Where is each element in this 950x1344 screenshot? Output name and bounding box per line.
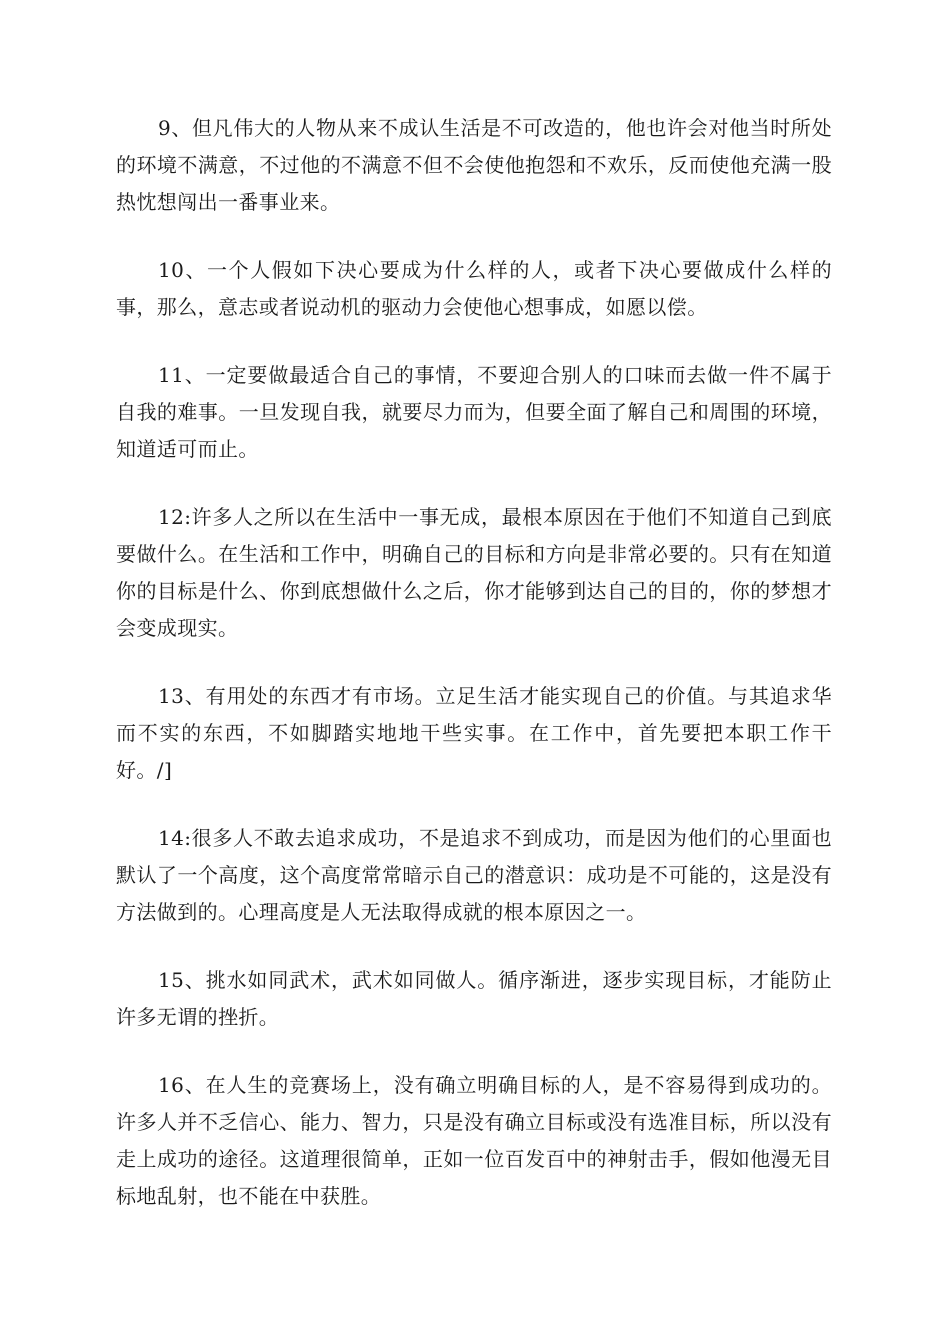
paragraph-16: 16、在人生的竞赛场上，没有确立明确目标的人，是不容易得到成功的。许多人并不乏信心、能力、智力，只是没有确立目标或没有选准目标，所以没有走上成功的途径。这道理很简单，正如一位百发百中的神射击手，假如他漫无目标地乱射，也不能在中获胜。 [116,1073,832,1208]
paragraph-12: 12:许多人之所以在生活中一事无成，最根本原因在于他们不知道自己到底要做什么。在生活和工作中，明确自己的目标和方向是非常必要的。只有在知道你的目标是什么、你到底想做什么之后，你才能够到达自己的目的，你的梦想才会变成现实。 [116,505,832,640]
paragraph-11: 11、一定要做最适合自己的事情，不要迎合别人的口味而去做一件不属于自我的难事。一旦发现自我，就要尽力而为，但要全面了解自己和周围的环境，知道适可而止。 [116,363,832,461]
paragraph-10: 10、一个人假如下决心要成为什么样的人，或者下决心要做成什么样的事，那么，意志或者说动机的驱动力会使他心想事成，如愿以偿。 [116,258,832,319]
paragraph-14: 14:很多人不敢去追求成功，不是追求不到成功，而是因为他们的心里面也默认了一个高度，这个高度常常暗示自己的潜意识：成功是不可能的，这是没有方法做到的。心理高度是人无法取得成就的根本原因之一。 [116,826,832,924]
paragraph-9: 9、但凡伟大的人物从来不成认生活是不可改造的，他也许会对他当时所处的环境不满意，不过他的不满意不但不会使他抱怨和不欢乐，反而使他充满一股热忱想闯出一番事业来。 [116,116,832,214]
paragraph-15: 15、挑水如同武术，武术如同做人。循序渐进，逐步实现目标，才能防止许多无谓的挫折。 [116,968,832,1029]
paragraph-13: 13、有用处的东西才有市场。立足生活才能实现自己的价值。与其追求华而不实的东西，不如脚踏实地地干些实事。在工作中，首先要把本职工作干好。/] [116,684,832,782]
